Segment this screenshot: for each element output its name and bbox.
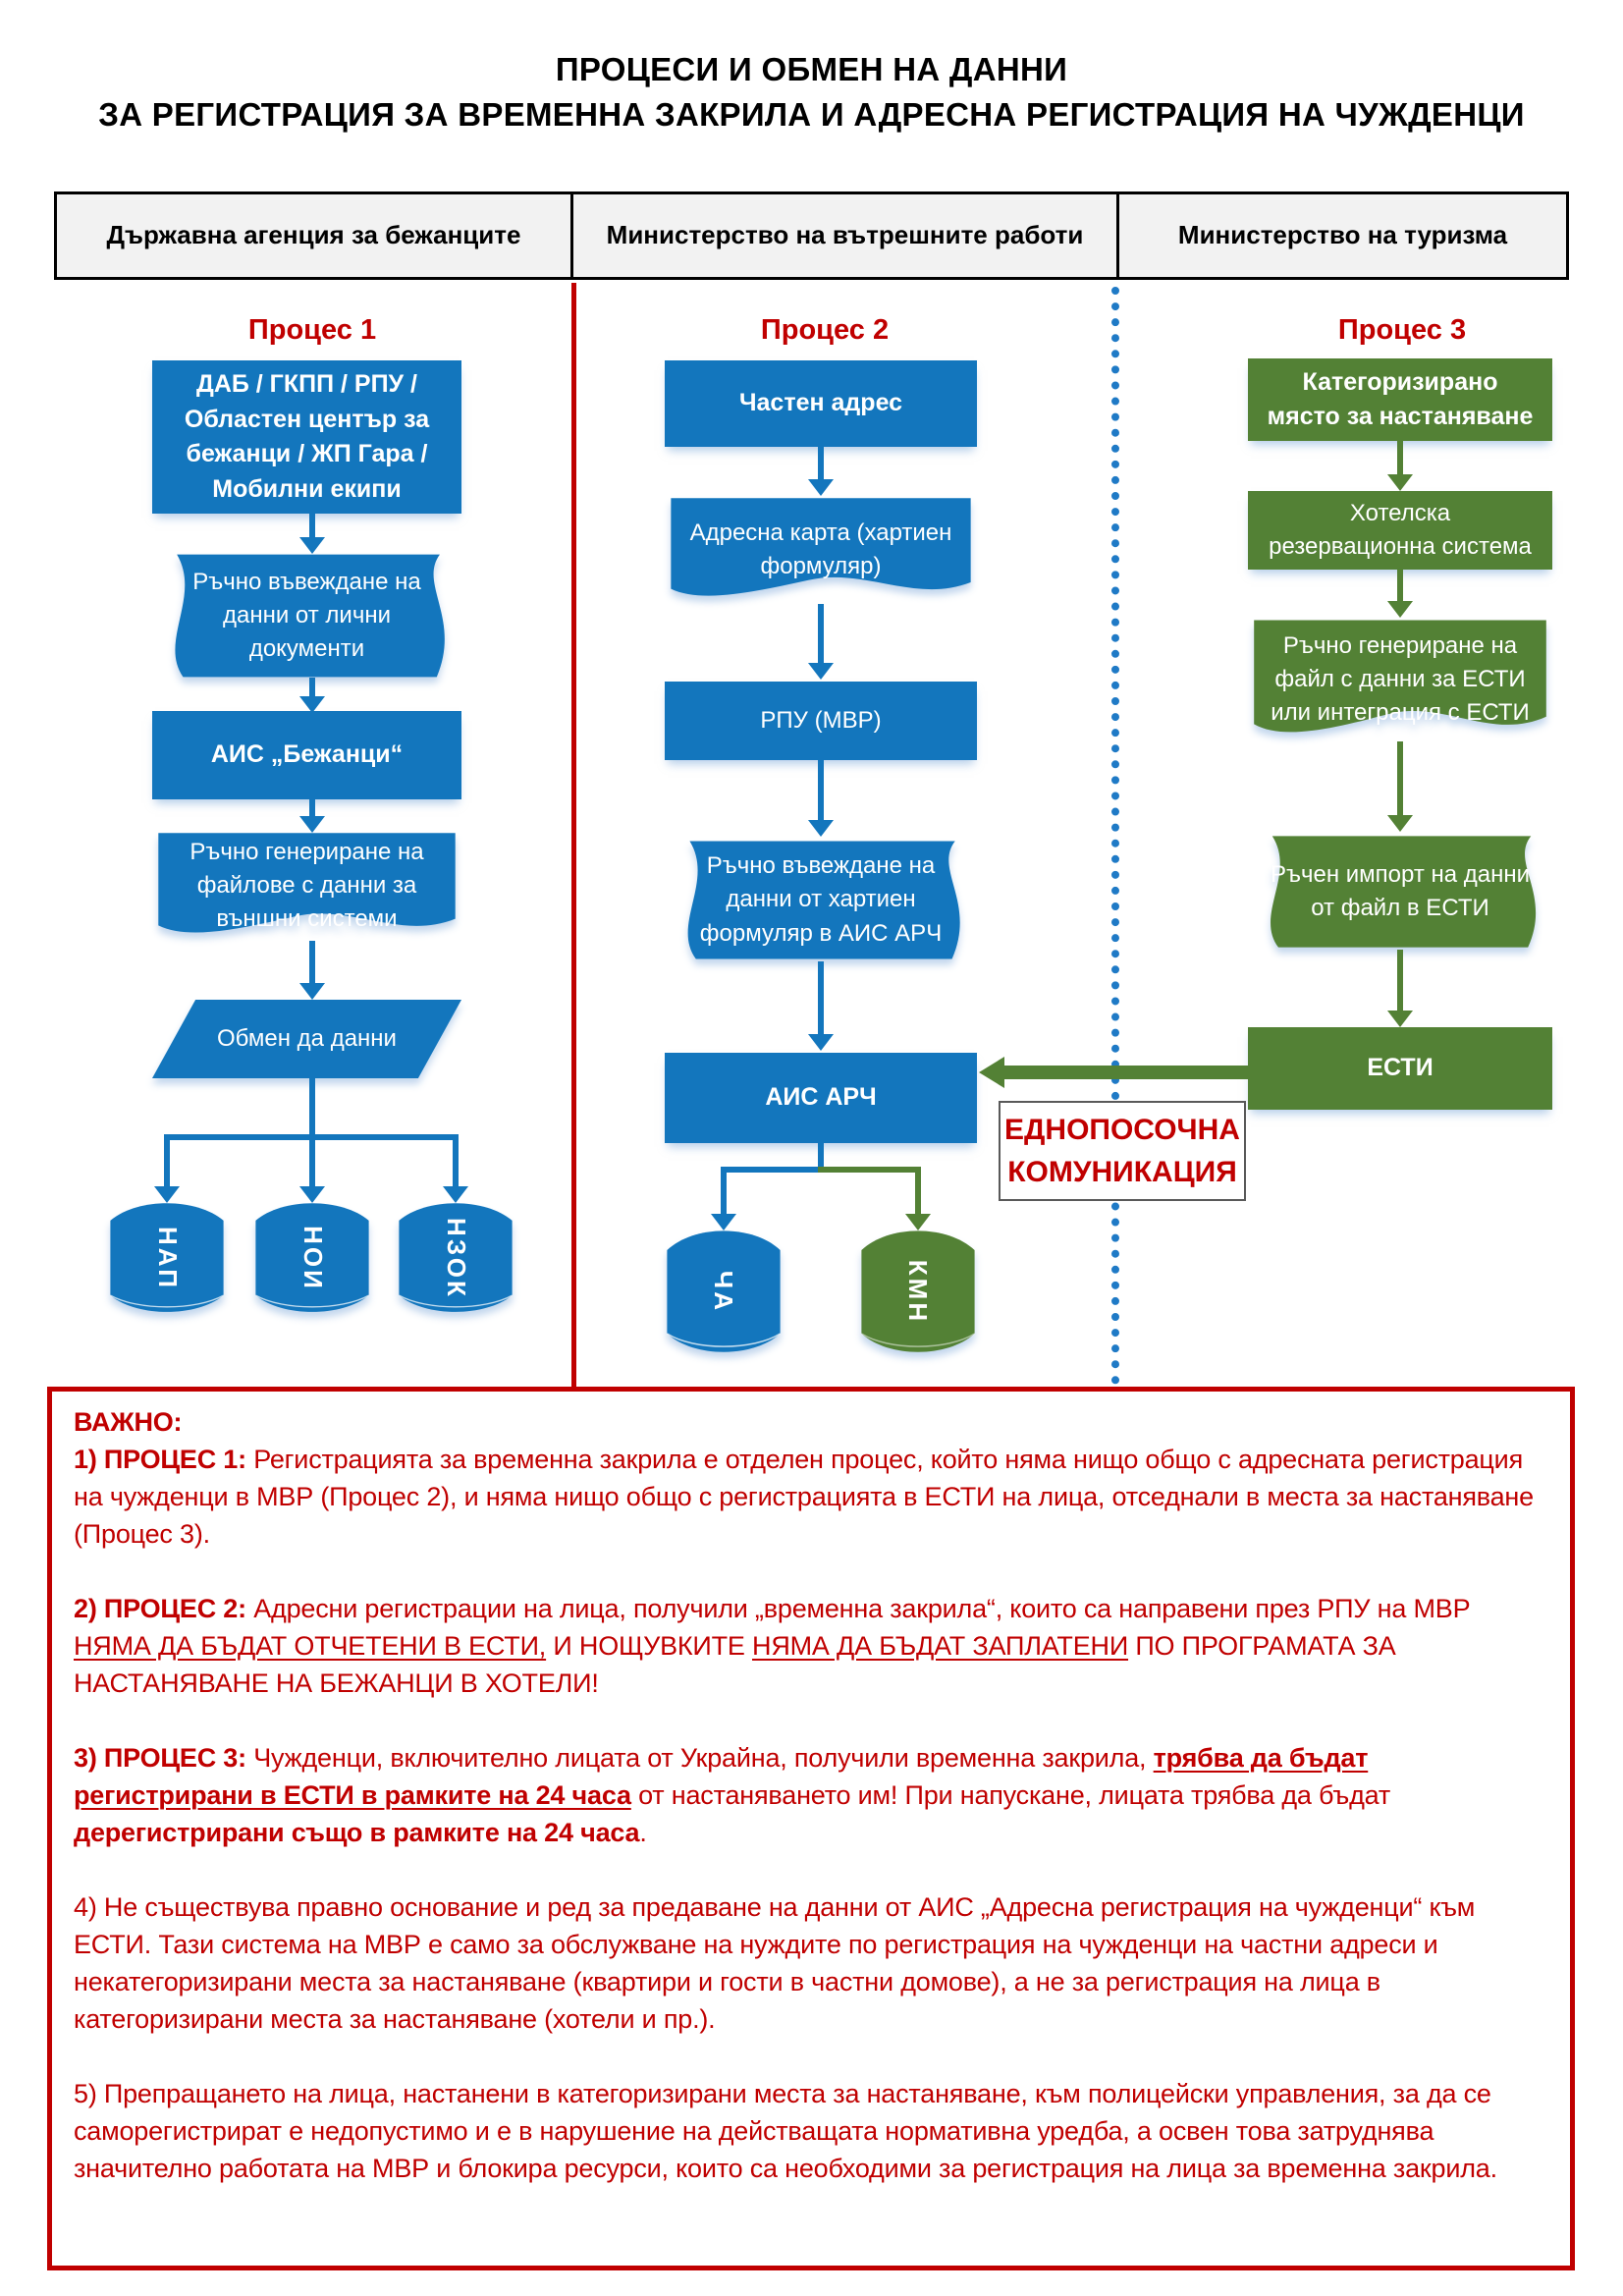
- node-address-card: [665, 496, 977, 604]
- page-title: [0, 47, 1623, 137]
- node-label: Хотелска резервационна система: [1269, 499, 1532, 560]
- node-esti: [1248, 1027, 1552, 1110]
- important-paragraph-4: 4) Не съществува правно основание и ред за предаване на данни от АИС „Адресна регистрация на чужденци“ към ЕСТИ. Тази система на МВР е само за обслужване на нуждите по регистрация на чужденци на частни адреси и некатегоризирани места за настаняване (квартири и гости в частни домове), а не за регистрация на лица в категоризирани места за настаняване (хотели и пр.).: [74, 1892, 1476, 2034]
- node-manual-file-for-esti: [1248, 618, 1552, 741]
- lane-header-interior-ministry: [570, 191, 1119, 280]
- title-line-2: ЗА РЕГИСТРАЦИЯ ЗА ВРЕМЕННА ЗАКРИЛА И АДРЕСНА РЕГИСТРАЦИЯ НА ЧУЖДЕНЦИ: [98, 95, 1525, 133]
- node-label: Ръчен импорт на данни от файл в ЕСТИ: [1270, 860, 1531, 921]
- node-label: АИС „Бежанци“: [210, 740, 404, 769]
- node-label: Адресна карта (хартиен формуляр): [689, 519, 952, 579]
- important-heading: ВАЖНО:: [74, 1407, 183, 1437]
- important-paragraph-2: 2) ПРОЦЕС 2: Адресни регистрации на лица, получили „временна закрила“, които са направени през РПУ на МВР НЯМА ДА БЪДАТ ОТЧЕТЕНИ В ЕСТИ, И НОЩУВКИТЕ НЯМА ДА БЪДАТ ЗАПЛАТЕНИ ПО ПРОГРАМАТА ЗА НАСТАНЯВАНЕ НА БЕЖАНЦИ В ХОТЕЛИ!: [74, 1594, 1471, 1698]
- node-label: Ръчно въвеждане на данни от хартиен формуляр в АИС АРЧ: [699, 852, 943, 947]
- process3-heading: Процес 3: [1337, 314, 1467, 346]
- lane-separator-red: [571, 283, 576, 1387]
- node-manual-entry-personal-docs: [152, 552, 461, 680]
- db-noi: [253, 1203, 371, 1313]
- lane-label: Държавна агенция за бежанците: [106, 220, 521, 250]
- important-paragraph-1: 1) ПРОЦЕС 1: Регистрацията за временна закрила е отделен процес, който няма нищо общо с адресната регистрация на чужденци в МВР (Процес 2), и няма нищо общо с регистрацията в ЕСТИ на лица, отседнали в места за настаняване (Процес 3).: [74, 1445, 1534, 1549]
- connector-line: [309, 1076, 315, 1139]
- node-label: Ръчно въвеждане на данни от лични документи: [192, 568, 421, 663]
- node-dab-gkpp-rpu-sources: [152, 360, 461, 514]
- node-private-address: [665, 360, 977, 447]
- db-cha: [665, 1230, 783, 1353]
- lane-separator-dotted-blue: [1111, 287, 1119, 1385]
- process1-heading: Процес 1: [247, 314, 377, 346]
- one-way-label-line2: КОМУНИКАЦИЯ: [1007, 1156, 1237, 1188]
- node-manual-import-esti: [1248, 834, 1552, 950]
- node-label: ЕСТИ: [1367, 1054, 1434, 1082]
- db-kmn: [859, 1230, 977, 1353]
- important-paragraph-5: 5) Препращането на лица, настанени в категоризирани места за настаняване, към полицейски управления, за да се саморегистрират е недопустимо и е в нарушение на действащата нормативна уредба, а освен това затруднява значително работата на МВР и блокира ресурси, които са необходими за регистрация на лица за временна закрила.: [74, 2079, 1497, 2183]
- db-nap: [108, 1203, 226, 1313]
- one-way-label-line1: ЕДНОПОСОЧНА: [1004, 1113, 1240, 1146]
- process2-heading: Процес 2: [760, 314, 890, 346]
- node-label: Обмен да данни: [217, 1024, 397, 1052]
- one-way-communication-label: [999, 1101, 1246, 1201]
- lane-label: Министерство на вътрешните работи: [606, 220, 1084, 250]
- title-line-1: ПРОЦЕСИ И ОБМЕН НА ДАННИ: [555, 51, 1068, 87]
- node-label: РПУ (МВР): [760, 706, 882, 734]
- db-nzok: [397, 1203, 514, 1313]
- node-rpu-mvr: [665, 682, 977, 760]
- node-label: НЗОК: [441, 1217, 471, 1299]
- node-data-exchange: [152, 1000, 461, 1078]
- node-label: НОИ: [298, 1225, 328, 1291]
- node-label: Ръчно генериране на файл с данни за ЕСТИ или интеграция с ЕСТИ: [1271, 631, 1530, 727]
- connector-line: [818, 1167, 921, 1173]
- node-manual-file-generation: [152, 831, 461, 941]
- node-label: Частен адрес: [738, 389, 903, 417]
- important-notes-box: [47, 1387, 1575, 2270]
- lane-label: Министерство на туризма: [1177, 220, 1508, 250]
- node-label: КМН: [903, 1259, 934, 1325]
- node-manual-entry-ais-arch: [665, 839, 977, 961]
- node-label: Ръчно генериране на файлове с данни за външни системи: [189, 838, 424, 933]
- lane-header-refugee-agency: [54, 191, 573, 280]
- important-paragraph-3: 3) ПРОЦЕС 3: Чужденци, включително лицата от Украйна, получили временна закрила, трябва да бъдат регистрирани в ЕСТИ в рамките на 24 часа от настаняването им! При напускане, лицата трябва да бъдат дерегистрирани също в рамките на 24 часа.: [74, 1743, 1391, 1847]
- node-ais-bezhantsi: [152, 711, 461, 799]
- node-categorized-accommodation: [1248, 358, 1552, 441]
- node-label: ДАБ / ГКПП / РПУ / Областен център за бежанци / ЖП Гара / Мобилни екипи: [184, 370, 430, 503]
- node-label: НАП: [152, 1226, 183, 1290]
- node-ais-arch: [665, 1053, 977, 1143]
- node-label: ЧА: [709, 1270, 739, 1314]
- lane-header-tourism-ministry: [1116, 191, 1569, 280]
- node-label: Категоризирано място за настаняване: [1267, 367, 1534, 430]
- node-hotel-reservation-system: [1248, 491, 1552, 570]
- node-label: АИС АРЧ: [765, 1083, 877, 1112]
- connector-line: [721, 1167, 824, 1173]
